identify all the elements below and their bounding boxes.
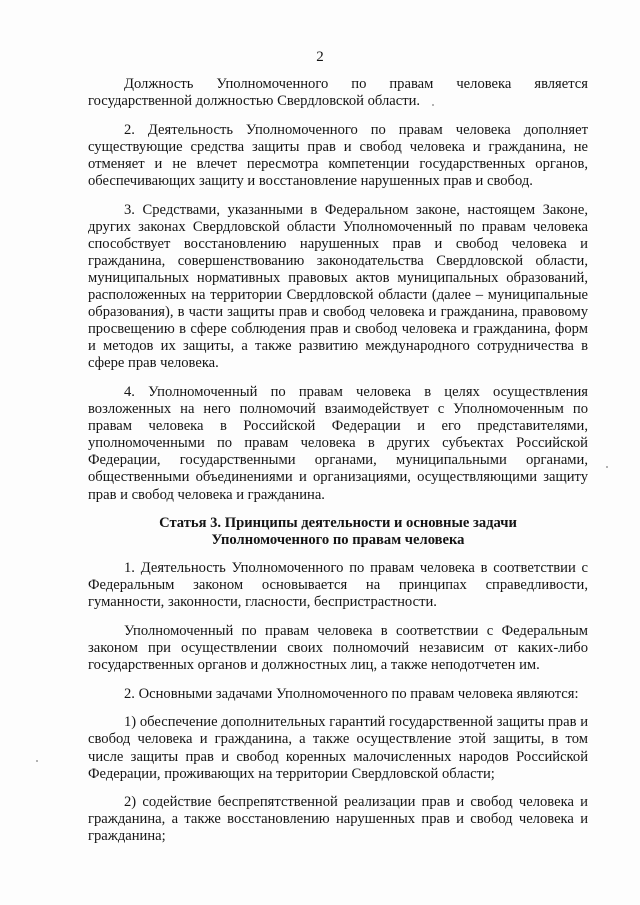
paragraph-independence: Уполномоченный по правам человека в соответствии с Федеральным законом при осуществлении своих полномочий независим от каких-либо государственных органов и должностных лиц, а также неподотчетен им. — [88, 622, 588, 674]
scan-speck — [432, 104, 434, 106]
article-3-heading-line-1: Статья 3. Принципы деятельности и основные задачи — [159, 515, 517, 532]
scan-speck — [606, 466, 608, 468]
paragraph-article-3-point-2: 2. Основными задачами Уполномоченного по правам человека являются: — [124, 685, 579, 702]
paragraph-position-status: Должность Уполномоченного по правам человека является государственной должностью Свердловской области. — [88, 76, 588, 110]
document-body — [88, 76, 588, 857]
article-3-heading — [88, 515, 588, 549]
list-item-task-2: 2) содействие беспрепятственной реализации прав и свобод человека и гражданина, а также восстановлению нарушенных прав и свобод человека и гражданина; — [88, 794, 588, 845]
scan-speck — [36, 760, 38, 762]
page-number: 2 — [316, 49, 324, 65]
list-item-task-1: 1) обеспечение дополнительных гарантий государственной защиты прав и свобод человека и гражданина, а также осуществление этой защиты, в том числе защиты прав и свобод коренных малочисленных народов Российской Федерации, проживающих на территории Свердловской области; — [88, 714, 588, 782]
paragraph-article-3-point-1: 1. Деятельность Уполномоченного по правам человека в соответствии с Федеральным законом основывается на принципах справедливости, гуманности, законности, гласности, беспристрастности. — [88, 560, 588, 611]
paragraph-point-3-means: 3. Средствами, указанными в Федеральном законе, настоящем Законе, других законах Свердловской области Уполномоченный по правам человека способствует восстановлению нарушенных прав и свобод человека и гражданина, совершенствованию законодательства Свердловской области, муниципальных нормативных правовых актов муниципальных образований, расположенных на территории Свердловской области (далее – муниципальные образования), в части защиты прав и свобод человека и гражданина, правовому просвещению в сфере соблюдения прав и свобод человека и гражданина, форм и методов их защиты, а также развитию международного сотрудничества в сфере прав человека. — [88, 201, 588, 372]
paragraph-point-4-interaction: 4. Уполномоченный по правам человека в целях осуществления возложенных на него полномочий взаимодействует с Уполномоченным по правам человека в Российской Федерации и его представителями, уполномоченными по правам человека в других субъектах Российской Федерации, государственными органами, муниципальными органами, общественными объединениями и организациями, осуществляющими защиту прав и свобод человека и гражданина. — [88, 384, 588, 503]
article-3-heading-line-2: Уполномоченного по правам человека — [211, 532, 465, 549]
paragraph-point-2-activity: 2. Деятельность Уполномоченного по правам человека дополняет существующие средства защиты прав и свобод человека и гражданина, не отменяет и не влечет пересмотра компетенции государственных органов, обеспечивающих защиту и восстановление нарушенных прав и свобод. — [88, 121, 588, 189]
